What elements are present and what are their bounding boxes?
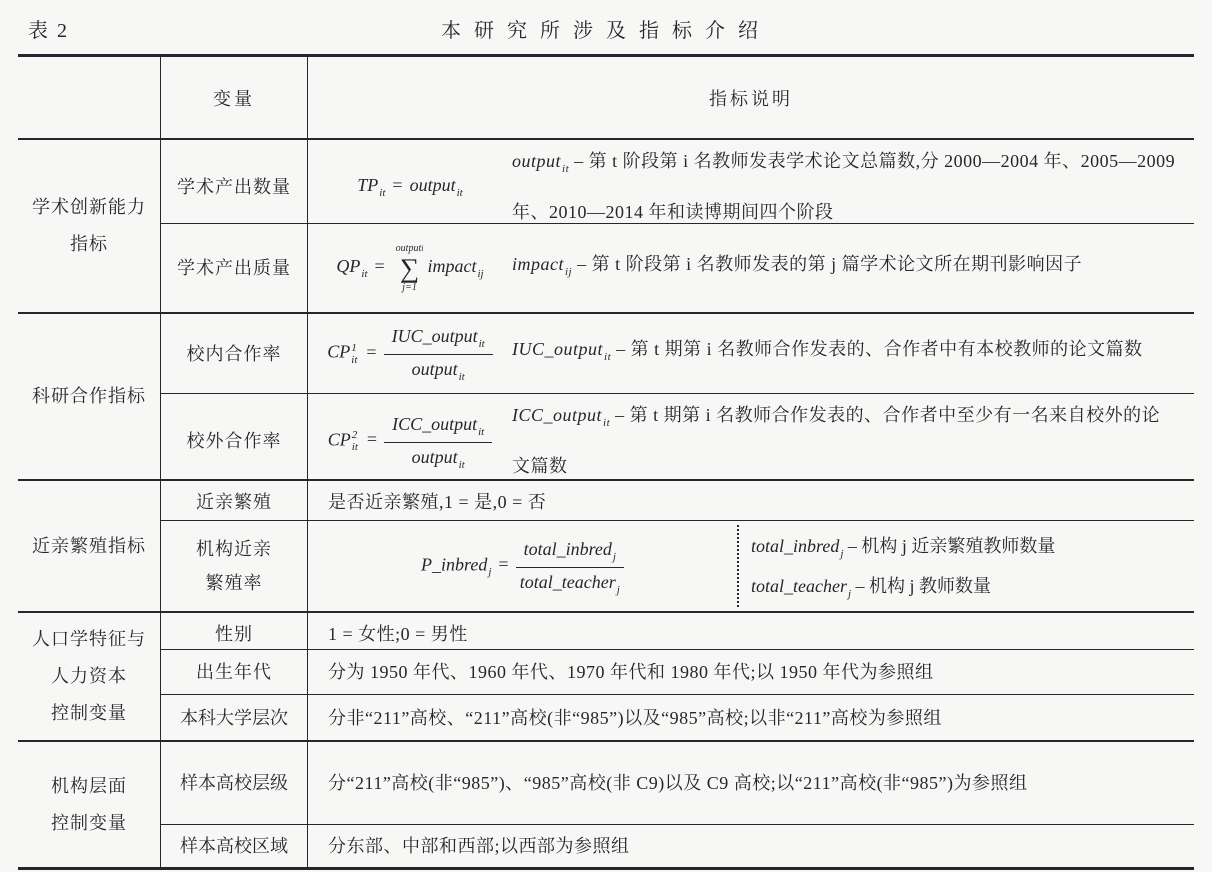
section-academic-innovation: [18, 140, 1194, 314]
section-institution-controls: [18, 742, 1194, 867]
formula: CP 1 it = $\frac{IUC\_output_{it}}{output_{it}}$: [308, 324, 512, 383]
variable-cell: 学术产出质量: [161, 224, 308, 312]
indicators-table: [18, 54, 1194, 870]
formula: $TP_{it}$ = output$_{it}$: [357, 175, 463, 199]
table-caption: [0, 0, 1212, 54]
row-gender: [161, 613, 1194, 650]
description-cell: 分非“211”高校、“211”高校(非“985”)以及“985”高校;以非“211”高校为参照组: [328, 707, 942, 728]
row-institution-inbreeding-rate: [161, 521, 1194, 611]
variable-cell: 学术产出数量: [161, 140, 308, 234]
header-row: [18, 57, 1194, 140]
description-cell: 分东部、中部和西部;以西部为参照组: [328, 836, 630, 856]
note-line: total_inbred$_j$ – 机构 j 近亲繁殖教师数量: [751, 536, 1056, 560]
variable-cell: 样本高校区域: [161, 825, 308, 867]
variable-cell: 样本高校层级: [161, 742, 308, 824]
row-undergrad-university-tier: [161, 695, 1194, 740]
description-cell: 分为 1950 年代、1960 年代、1970 年代和 1980 年代;以 1950 年代为参照组: [328, 662, 934, 682]
description-cell: [308, 224, 1194, 312]
description-cell: [308, 521, 1194, 611]
formula: P_inbred$_j$ = $\frac{total\_inbred_j}{total\_teacher_j}$: [308, 537, 737, 596]
variable-cell: 校内合作率: [161, 314, 308, 393]
formula-variable-notes: [737, 525, 1194, 607]
description-text: IUC_output$_{it}$ – 第 t 期第 i 名教师合作发表的、合作者中有本校教师的论文篇数: [512, 339, 1143, 363]
category-cell: 科研合作指标: [18, 314, 161, 479]
description-cell: [308, 314, 1194, 393]
formula: CP 2 it = $\frac{ICC\_output_{it}}{output_{it}}$: [308, 412, 512, 471]
section-inbreeding: [18, 481, 1194, 613]
row-academic-output-quality: [161, 224, 1194, 312]
section-demographic-controls: [18, 613, 1194, 742]
description-cell: [308, 140, 1194, 234]
variable-cell: 机构近亲 繁殖率: [161, 521, 308, 611]
variable-cell: 校外合作率: [161, 394, 308, 488]
description-text: output$_{it}$ – 第 t 阶段第 i 名教师发表学术论文总篇数,分 2000—2004 年、2005—2009 年、2010—2014 年和读博期间四个阶段: [512, 151, 1176, 222]
formula: $QP_{it}$ = outputi ∑ j=1 impact$_{ij}$: [336, 243, 484, 293]
variable-cell: 近亲繁殖: [161, 481, 308, 523]
category-cell: 近亲繁殖指标: [18, 481, 161, 611]
header-cell-description: 指标说明: [709, 88, 793, 109]
category-cell: 机构层面 控制变量: [18, 742, 161, 867]
row-inbreeding: [161, 481, 1194, 521]
row-sample-university-region: [161, 825, 1194, 867]
description-cell: 1 = 女性;0 = 男性: [328, 624, 468, 644]
row-academic-output-quantity: [161, 140, 1194, 224]
description-cell: 是否近亲繁殖,1 = 是,0 = 否: [328, 492, 547, 512]
description-cell: [308, 394, 1194, 488]
row-sample-university-tier: [161, 742, 1194, 825]
section-research-collaboration: [18, 314, 1194, 481]
variable-cell: 出生年代: [161, 650, 308, 694]
header-cell-variable: 变量: [161, 57, 308, 138]
variable-cell: 性别: [161, 613, 308, 655]
description-text: ICC_output$_{it}$ – 第 t 期第 i 名教师合作发表的、合作者中至少有一名来自校外的论文篇数: [512, 405, 1161, 476]
sigma-sum: outputi ∑ j=1: [395, 243, 424, 293]
row-birth-cohort: [161, 650, 1194, 695]
description-cell: 分“211”高校(非“985”)、“985”高校(非 C9)以及 C9 高校;以“211”高校(非“985”)为参照组: [328, 773, 1028, 793]
row-intramural-collab-rate: [161, 314, 1194, 394]
note-line: total_teacher$_j$ – 机构 j 教师数量: [751, 576, 992, 600]
description-text: impact$_{ij}$ – 第 t 阶段第 i 名教师发表的第 j 篇学术论文所在期刊影响因子: [512, 253, 1083, 278]
table-number-label: 表 2: [28, 20, 69, 42]
row-extramural-collab-rate: [161, 394, 1194, 479]
category-cell: 学术创新能力 指标: [18, 140, 161, 312]
category-cell: 人口学特征与 人力资本 控制变量: [18, 613, 161, 740]
header-cell-category-empty: [18, 57, 161, 138]
table-title: 本研究所涉及指标介绍: [441, 20, 771, 42]
variable-cell: 本科大学层次: [161, 695, 308, 740]
